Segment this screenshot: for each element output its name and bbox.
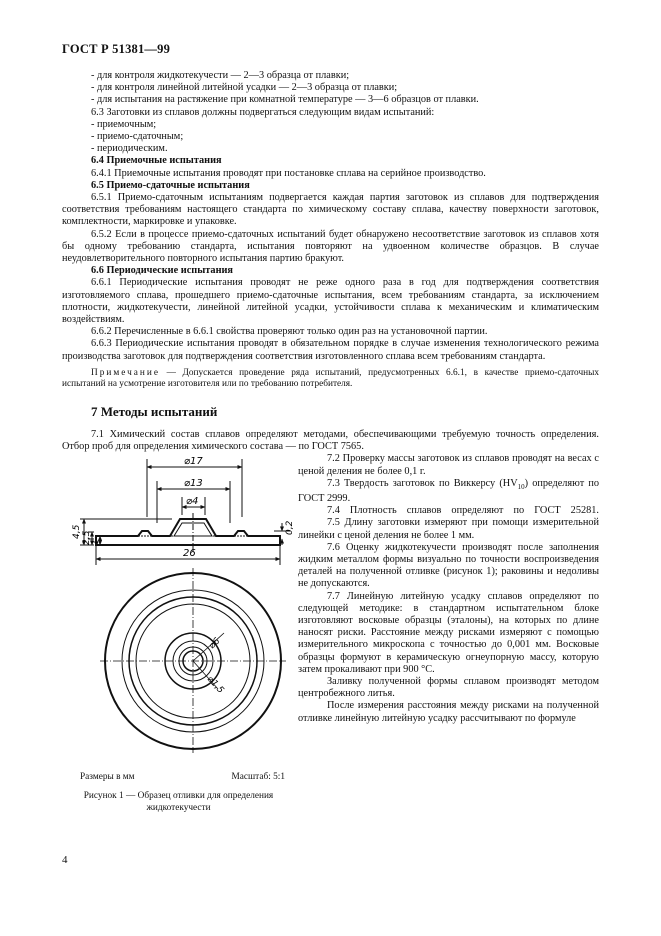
paragraph-7-5: 7.5 Длину заготовки измеряют при помощи измерительной линейки с ценой деления не более 1 мм.: [298, 517, 599, 541]
p7-3-sub: 10: [517, 482, 525, 491]
paragraph-7-6: 7.6 Оценку жидкотекучести производят после заполнения жидким металлом формы визуально по точности воспроизведения деталей на полученной отливке (рисунок 1); раковины и недоливы не допускаются.: [298, 541, 599, 590]
heading-6-6: 6.6 Периодические испытания: [91, 265, 234, 277]
list-item: - приемочным;: [91, 118, 157, 130]
scale-label: Масштаб: 5:1: [231, 772, 285, 783]
page-number: 4: [62, 854, 68, 866]
right-column: [298, 453, 599, 725]
paragraph-6-5-1: 6.5.1 Приемо-сдаточным испытаниям подвергается каждая партия заготовок из сплавов для подтверждения соответствия требованиям настоящего стандарта по химическому составу сплава, качеству поверхности заготовок, комплектности, маркировке и упаковке.: [62, 192, 599, 228]
dim-2-5: 2,5: [82, 530, 92, 546]
figure-1-drawing: [62, 453, 295, 763]
section-7-title: 7 Методы испытаний: [91, 403, 218, 419]
dim-4-5: 4,5: [72, 524, 82, 540]
dim-26: 26: [183, 548, 196, 560]
note: [62, 368, 599, 391]
paragraph-6-6-2: 6.6.2 Перечисленные в 6.6.1 свойства проверяют только один раз на установочной партии.: [91, 326, 488, 338]
paragraph-6-6-1: 6.6.1 Периодические испытания проводят не реже одного раза в год для подтверждения соответствия изготовляемого сплава, прошедшего приемо-сдаточные испытания, всем требованиям стандарта, за исключением плотности, жидкотекучести, линейной литейной усадки, устойчивости сплава к механическим и климатическим воздействиям.: [62, 277, 599, 326]
dim-d6: ⌀6: [207, 636, 223, 652]
paragraph-7-7: 7.7 Линейную литейную усадку сплавов определяют по следующей методике: в стандартном испытательном блоке изготовляют восковые образцы (эталоны), на которых по длине наносят риски. Расстояние между рисками измеряют с помощью измерительного микроскопа с точностью до 0,001 мм. Восковые образцы формуют в керамическую огнеупорную массу, которую затем прокаливают при 900 °С.: [298, 590, 599, 675]
document-body: [62, 70, 599, 873]
dim-d13: ⌀13: [184, 478, 203, 490]
p7-3-end: ) определяют по ГОСТ 2999.: [298, 477, 600, 504]
paragraph-7-3: [298, 478, 599, 505]
list-item: - приемо-сдаточным;: [91, 131, 184, 143]
paragraph-7-2: 7.2 Проверку массы заготовок из сплавов проводят на весах с ценой деления не более 0,1 г.: [298, 453, 599, 477]
paragraph-6-5-2: 6.5.2 Если в процессе приемо-сдаточных испытаний будет обнаружено несоответствие заготовок из сплавов хотя бы одному требованию стандарта, испытания повторяют на удвоенном количестве образцов. В случае неудовлетворительного повторного испытания партию бракуют.: [62, 228, 599, 265]
dim-0-2: 0,2: [285, 520, 295, 536]
note-label: Примечание: [91, 367, 160, 378]
list-item: - для испытания на растяжение при комнатной температуре — 3—6 образцов от плавки.: [91, 94, 479, 106]
paragraph-7-1: 7.1 Химический состав сплавов определяют методами, обеспечивающими требуемую точность определения. Отбор проб для определения химического состава — по ГОСТ 7565.: [62, 428, 599, 453]
paragraph-6-4-1: 6.4.1 Приемочные испытания проводят при постановке сплава на серийное производство.: [91, 167, 486, 179]
paragraph-7-4: 7.4 Плотность сплавов определяют по ГОСТ 25281.: [327, 505, 599, 517]
units-label: Размеры в мм: [80, 772, 135, 783]
paragraph-7-7b: Заливку полученной формы сплавом производят методом центробежного литья.: [298, 676, 599, 700]
figure-and-text: [62, 453, 599, 873]
paragraph-6-3: 6.3 Заготовки из сплавов должны подвергаться следующим видам испытаний:: [91, 106, 435, 118]
list-item: - для контроля линейной литейной усадки — 2—3 образца от плавки;: [91, 82, 398, 94]
dim-d17: ⌀17: [184, 456, 203, 468]
heading-6-4: 6.4 Приемочные испытания: [91, 155, 222, 167]
dim-1: 1: [91, 539, 101, 546]
dim-d1-5: ⌀1,5: [204, 674, 226, 696]
paragraph-6-6-3: 6.6.3 Периодические испытания проводят в обязательном порядке в случае изменения технологического режима производства заготовок для подтверждения соответствия изготовленного сплава всем требованиям стандарта.: [62, 338, 599, 362]
figure-1: [62, 453, 295, 873]
plan-view: [100, 568, 286, 753]
paragraph-7-7c: После измерения расстояния между рисками на полученной отливке линейную литейную усадку рассчитывают по формуле: [298, 700, 599, 724]
figure-caption: Рисунок 1 — Образец отливки для определения жидкотекучести: [83, 791, 274, 813]
figure-meta: [80, 771, 285, 783]
p7-3-start: 7.3 Твердость заготовок по Виккерсу (HV: [327, 477, 518, 489]
heading-6-5: 6.5 Приемо-сдаточные испытания: [91, 179, 250, 191]
list-item: - для контроля жидкотекучести — 2—3 образца от плавки;: [91, 70, 350, 81]
page-header: ГОСТ Р 51381—99: [62, 42, 171, 56]
list-item: - периодическим.: [91, 143, 168, 155]
dim-d4: ⌀4: [186, 496, 199, 508]
note-text: — Допускается проведение ряда испытаний, предусмотренных 6.6.1, в качестве приемо-сдаточных испытаний на усмотрение изготовителя или по требованию потребителя.: [62, 367, 599, 390]
